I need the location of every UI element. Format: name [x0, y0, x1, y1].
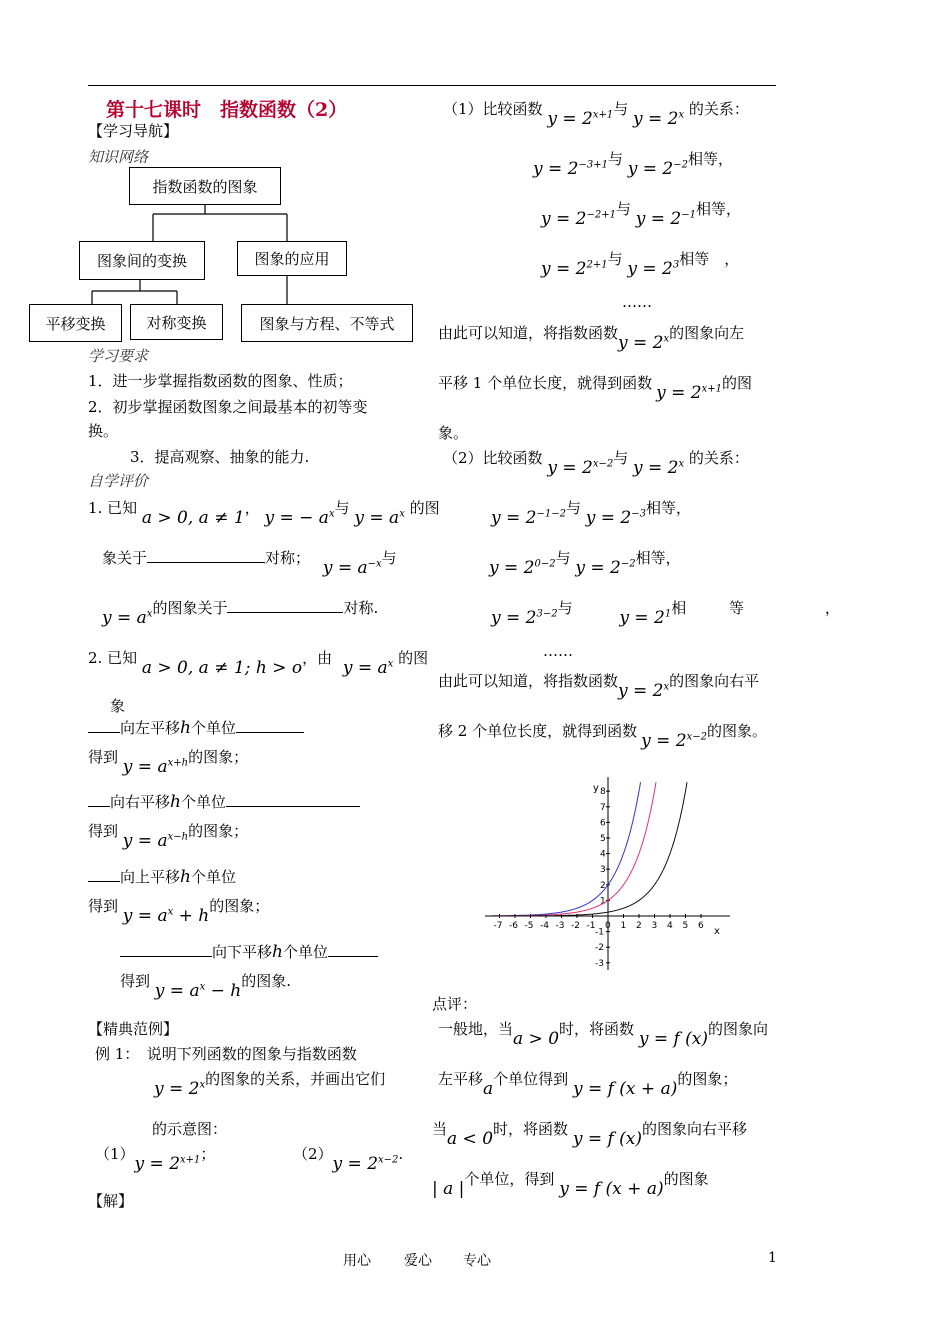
footer-1: 用心	[343, 1253, 371, 1269]
answer-blank[interactable]	[88, 881, 120, 882]
compare1-intro: （1）比较函数 $y = 2^{x+1}$与 $y = 2^x$ 的关系：	[443, 100, 749, 129]
q2-line1: 2. 已知 a > 0, a ≠ 1; h > o，由 $y = a^x$ 的图	[88, 649, 429, 678]
compare2-row2: $y = 2^{0-2}$与 $y = 2^{-2}$相等，	[489, 549, 681, 578]
tree-mid-left: 图象间的变换	[79, 241, 205, 280]
x-tick-label: -5	[524, 921, 534, 931]
answer-blank[interactable]	[147, 562, 265, 563]
comment-line1: 一般地，当a > 0时，将函数 y = f (x)的图象向	[438, 1020, 769, 1049]
q1-line2: 象关于 对称； $y = a^{-x}$与	[102, 549, 397, 578]
answer-blank[interactable]	[226, 806, 360, 807]
self-eval-heading: 自学评价	[88, 472, 149, 490]
y-tick-label: 6	[600, 818, 606, 829]
x-tick-label: 4	[667, 921, 673, 931]
shift-left-result: 得到 $y = a^{x+h}$的图象；	[88, 748, 249, 777]
x-tick-label: 3	[651, 921, 658, 931]
x-tick-label: -3	[555, 921, 565, 931]
y-axis-label: y	[593, 783, 599, 794]
compare2-row3: $y = 2^{3-2}$与 $y = 2^1$相 等 ，	[491, 599, 840, 628]
footer-2: 爱心	[404, 1253, 432, 1269]
tree-root: 指数函数的图象	[129, 167, 281, 205]
conclusion1-line2: 平移 1 个单位长度，就得到函数 $y = 2^{x+1}$的图	[438, 374, 752, 403]
x-tick-label: 0	[605, 921, 611, 931]
answer-blank[interactable]	[120, 956, 212, 957]
compare2-dots: ……	[543, 642, 573, 660]
conclusion1-line1: 由此可以知道，将指数函数$y = 2^x$的图象向左	[438, 324, 745, 353]
curve-2-pow-x	[492, 782, 656, 916]
tree-leaf-translate: 平移变换	[29, 304, 122, 342]
conclusion2-line2: 移 2 个单位长度，就得到函数 $y = 2^{x-2}$的图象。	[438, 722, 767, 751]
requirements-heading: 学习要求	[88, 347, 149, 365]
example1-part2: $(2)y = 2^{x-2}$.	[293, 1145, 404, 1174]
q1-line3: $y = a^x$的图象关于 对称.	[102, 599, 379, 628]
shift-up-result: 得到 $y = a^x + h$的图象；	[88, 897, 270, 926]
comment-line2: 左平移a个单位得到 y = f (x + a)的图象；	[438, 1070, 738, 1099]
x-tick-label: -2	[571, 921, 580, 931]
y-tick-label: 4	[600, 849, 606, 860]
x-tick-label: -7	[493, 921, 503, 931]
y-tick-label: 2	[600, 880, 606, 891]
y-tick-label: 3	[600, 865, 606, 876]
y-tick-label: -2	[595, 943, 604, 954]
curve-2-pow-x-minus-2	[492, 782, 687, 916]
shift-right-line: 向右平移h个单位	[88, 791, 360, 812]
x-tick-label: 2	[636, 921, 642, 931]
shift-down-line: 向下平移h个单位	[120, 941, 378, 962]
tree-leaf-symmetry: 对称变换	[130, 304, 223, 340]
req-item-2b: 换。	[88, 422, 119, 440]
req-item-1: 1．进一步掌握指数函数的图象、性质；	[88, 372, 353, 390]
footer-3: 专心	[463, 1253, 491, 1269]
x-tick-label: -6	[509, 921, 518, 931]
conclusion1-line3: 象。	[438, 424, 469, 442]
answer-blank[interactable]	[88, 732, 120, 733]
compare1-row3: $y = 2^{2+1}$与 $y = 2^3$相等 ，	[541, 250, 740, 279]
compare2-row1: $y = 2^{-1-2}$与 $y = 2^{-3}$相等，	[491, 499, 692, 528]
comment-line4: | a |个单位，得到 y = f (x + a)的图象	[432, 1170, 709, 1199]
compare1-row1: $y = 2^{-3+1}$与 $y = 2^{-2}$相等，	[533, 150, 734, 179]
y-tick-label: -1	[595, 927, 604, 938]
req-item-2: 2．初步掌握函数图象之间最基本的初等变	[88, 398, 368, 416]
y-tick-label: 8	[600, 787, 606, 798]
shift-up-line: 向上平移h个单位	[88, 866, 236, 887]
compare2-intro: （2）比较函数 $y = 2^{x-2}$与 $y = 2^x$ 的关系：	[443, 449, 749, 478]
y-tick-label: -3	[595, 958, 604, 969]
knowledge-heading: 知识网络	[88, 148, 149, 166]
answer-blank[interactable]	[227, 612, 343, 613]
x-axis-label: x	[714, 926, 720, 937]
example1-line2: $y = 2^x$的图象的关系，并画出它们	[154, 1070, 386, 1099]
x-tick-label: 1	[620, 921, 627, 931]
comment-heading: 点评：	[432, 995, 478, 1013]
curve-2-pow-x-plus-1	[492, 782, 641, 916]
examples-heading: 【精典范例】	[88, 1020, 179, 1038]
x-tick-label: -4	[540, 921, 549, 931]
section-nav: 【学习导航】	[88, 122, 179, 140]
y-tick-label: 5	[600, 834, 606, 844]
req-item-3: 3．提高观察、抽象的能力.	[130, 448, 310, 466]
y-tick-label: 1	[600, 896, 606, 907]
shift-down-result: 得到 $y = a^x - h$的图象.	[120, 972, 292, 1001]
answer-blank[interactable]	[236, 732, 304, 733]
page-title: 第十七课时 指数函数（2）	[106, 99, 348, 121]
compare1-dots: ……	[622, 293, 652, 311]
exponential-graph	[480, 772, 740, 972]
example1-line3: 的示意图：	[152, 1120, 228, 1138]
example1-line1: 例 1： 说明下列函数的图象与指数函数	[95, 1045, 357, 1063]
example1-part1: $(1)y = 2^{x+1}$；	[95, 1145, 216, 1174]
shift-right-result: 得到 $y = a^{x-h}$的图象；	[88, 822, 249, 851]
q2-line2: 象	[110, 697, 126, 715]
answer-blank[interactable]	[88, 806, 110, 807]
conclusion2-line1: 由此可以知道，将指数函数$y = 2^x$的图象向右平	[438, 672, 760, 701]
q1-line1: 1. 已知 a > 0, a ≠ 1， y = − $a^x$与 $y = a^x$ 的图	[88, 499, 440, 528]
x-tick-label: 5	[682, 921, 689, 931]
compare1-row2: $y = 2^{-2+1}$与 $y = 2^{-1}$相等，	[541, 200, 742, 229]
shift-left-line: 向左平移h个单位	[88, 717, 304, 738]
tree-mid-right: 图象的应用	[237, 241, 347, 276]
comment-line3: 当a < 0时，将函数 y = f (x)的图象向右平移	[432, 1120, 748, 1149]
tree-leaf-equation: 图象与方程、不等式	[241, 304, 413, 342]
x-tick-label: 6	[698, 921, 704, 931]
answer-blank[interactable]	[328, 956, 378, 957]
page-number: 1	[768, 1250, 777, 1266]
y-tick-label: 7	[600, 802, 606, 813]
solution-label: 【解】	[88, 1192, 134, 1210]
x-tick-label: -1	[586, 921, 596, 931]
